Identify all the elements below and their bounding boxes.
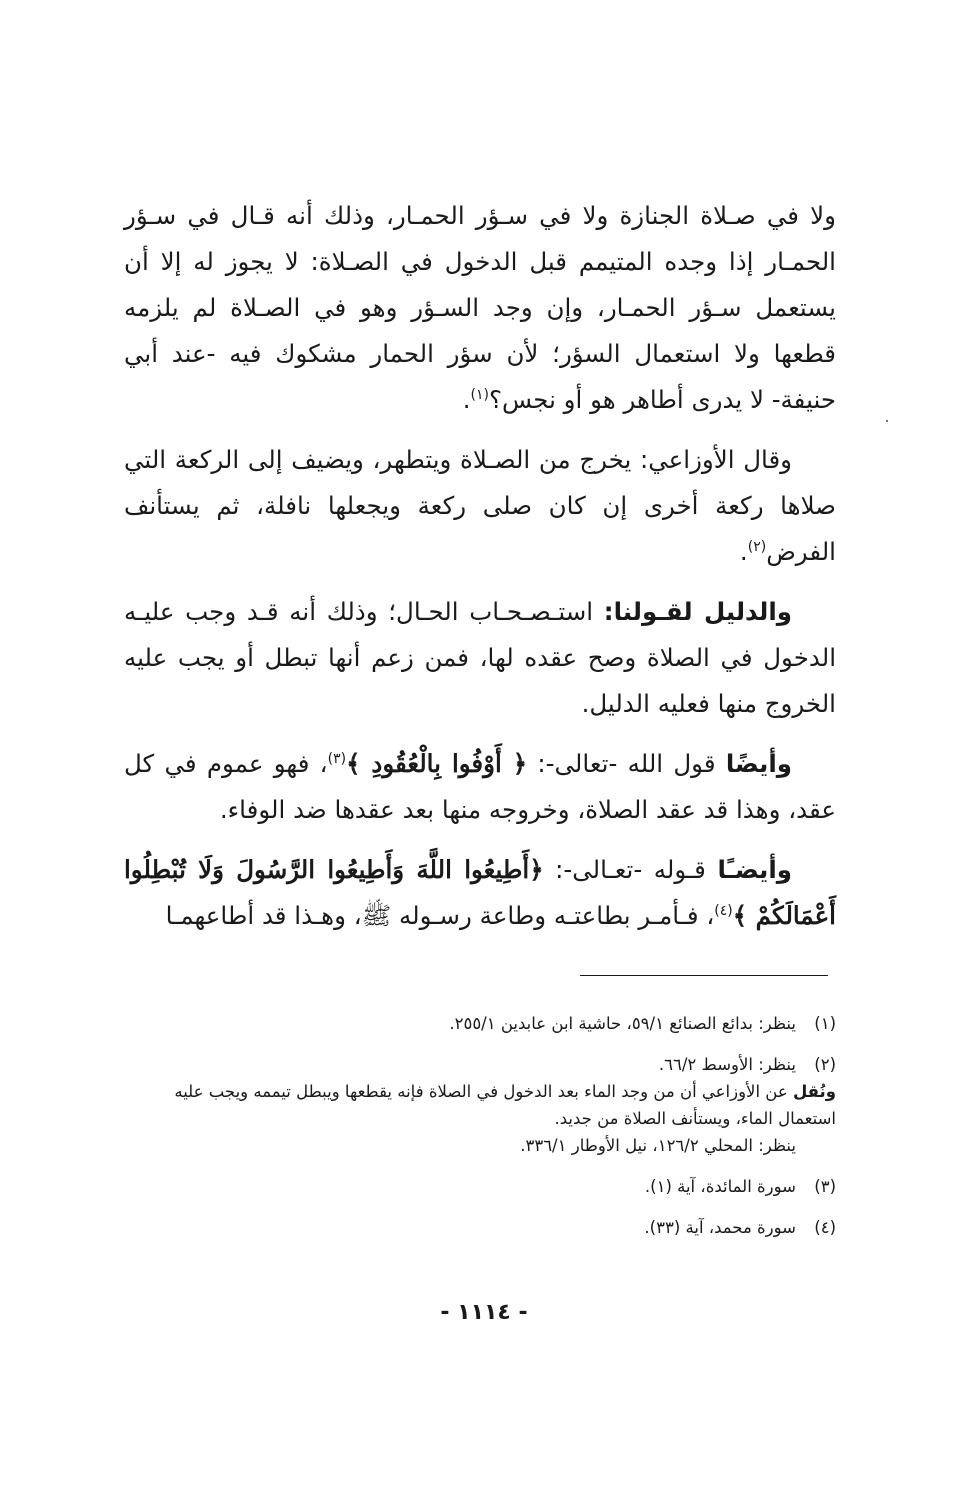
footnote-text: ينظر: بدائع الصنائع ٥٩/١، حاشية ابن عابدين ٢٥٥/١. <box>449 1014 796 1033</box>
footnote-ref-3: (٣) <box>327 750 347 767</box>
footnote-text: سورة محمد، آية (٣٣). <box>644 1218 796 1237</box>
margin-mark <box>886 420 888 422</box>
footnote-ref-2: (٢) <box>747 538 767 555</box>
footnote-ref-4: (٤) <box>714 902 733 919</box>
footnote-number: (٣) <box>814 1177 836 1196</box>
footnote-number: (٢) <box>814 1055 836 1074</box>
footnote-2-note: ونُقل عن الأوزاعي أن من وجد الماء بعد الدخول في الصلاة فإنه يقطعها ويبطل تيممه ويجب عليه استعمال الماء، ويستأنف الصلاة من جديد. ينظر: المحلي ١٢٦/٢، نيل الأوطار ٣٣٦/١. <box>120 1078 836 1159</box>
paragraph-3: والدليل لقـولنا: استـصـحـاب الحـال؛ وذلك أنه قـد وجب عليـه الدخول في الصلاة وصح عقده لها، فمن زعم أنها تبطل أو يجب عليه الخروج منها فعليه الدليل. <box>124 597 836 718</box>
page-number: - ١١١٤ - <box>440 1300 528 1325</box>
footnote-number: (١) <box>814 1014 836 1033</box>
paragraph-1: ولا في صـلاة الجنازة ولا في سـؤر الحمـار، وذلك أنه قـال في سـؤر الحمـار إذا وجده المتيمم قبل الدخول في الصـلاة: لا يجوز له إلا أن يستعمل سـؤر الحمـار، وإن وجد السـؤر وهو في الصـلاة لم يلزمه قطعها ولا استعمال السؤر؛ لأن سؤر الحمار مشكوك فيه -عند أبي حنيفة- لا يدرى أطاهر هو أو نجس؟$^{(١)}$. <box>124 201 836 414</box>
paragraph-5-lead: وأيضـًا <box>717 855 792 884</box>
footnote-2-reference: ينظر: المحلي ١٢٦/٢، نيل الأوطار ٣٣٦/١. <box>520 1136 796 1155</box>
paragraph-2: وقال الأوزاعي: يخرج من الصـلاة ويتطهر، ويضيف إلى الركعة التي صلاها ركعة أخرى إن كان صلى ركعة ويجعلها نافلة، ثم يستأنف الفرض$^{(٢)}$. <box>124 445 836 566</box>
footnote-4 <box>120 1214 836 1241</box>
footnote-2 <box>120 1051 836 1078</box>
footnote-text: سورة المائدة، آية (١). <box>644 1177 796 1196</box>
footnote-text: ينظر: الأوسط ٦٦/٢. <box>658 1055 796 1074</box>
paragraph-5: وأيضـًا قـوله -تعـالى-: ﴿أَطِيعُوا اللَّهَ وَأَطِيعُوا الرَّسُولَ وَلَا تُبْطِلُوا أَعْمَالَكُمْ ﴾$^{(٤)}$، فـأمـر بطاعتـه وطاعة رسـوله ﷺ، وهـذا قد أطاعهمـا <box>124 855 836 930</box>
quran-verse-2: ﴿أَطِيعُوا اللَّهَ وَأَطِيعُوا الرَّسُولَ وَلَا تُبْطِلُوا أَعْمَالَكُمْ ﴾ <box>124 855 836 930</box>
footnotes <box>120 1010 836 1255</box>
main-text <box>124 193 836 953</box>
paragraph-3-lead: والدليل لقـولنا: <box>603 597 792 626</box>
paragraph-4: وأيضًا قول الله -تعالى-: ﴿ أَوْفُوا بِالْعُقُودِ ﴾$^{(٣)}$، فهو عموم في كل عقد، وهذا قد عقد الصلاة، وخروجه منها بعد عقدها ضد الوفاء. <box>124 749 836 824</box>
quran-verse-1: ﴿ أَوْفُوا بِالْعُقُودِ ﴾ <box>346 749 528 778</box>
footnote-1 <box>120 1010 836 1037</box>
footnote-3 <box>120 1173 836 1200</box>
footnote-ref-1: (١) <box>470 386 490 403</box>
footnote-separator <box>580 975 828 976</box>
footnote-2-lead: ونُقل <box>792 1082 836 1101</box>
paragraph-4-lead: وأيضًا <box>725 749 792 778</box>
footnote-number: (٤) <box>814 1218 836 1237</box>
